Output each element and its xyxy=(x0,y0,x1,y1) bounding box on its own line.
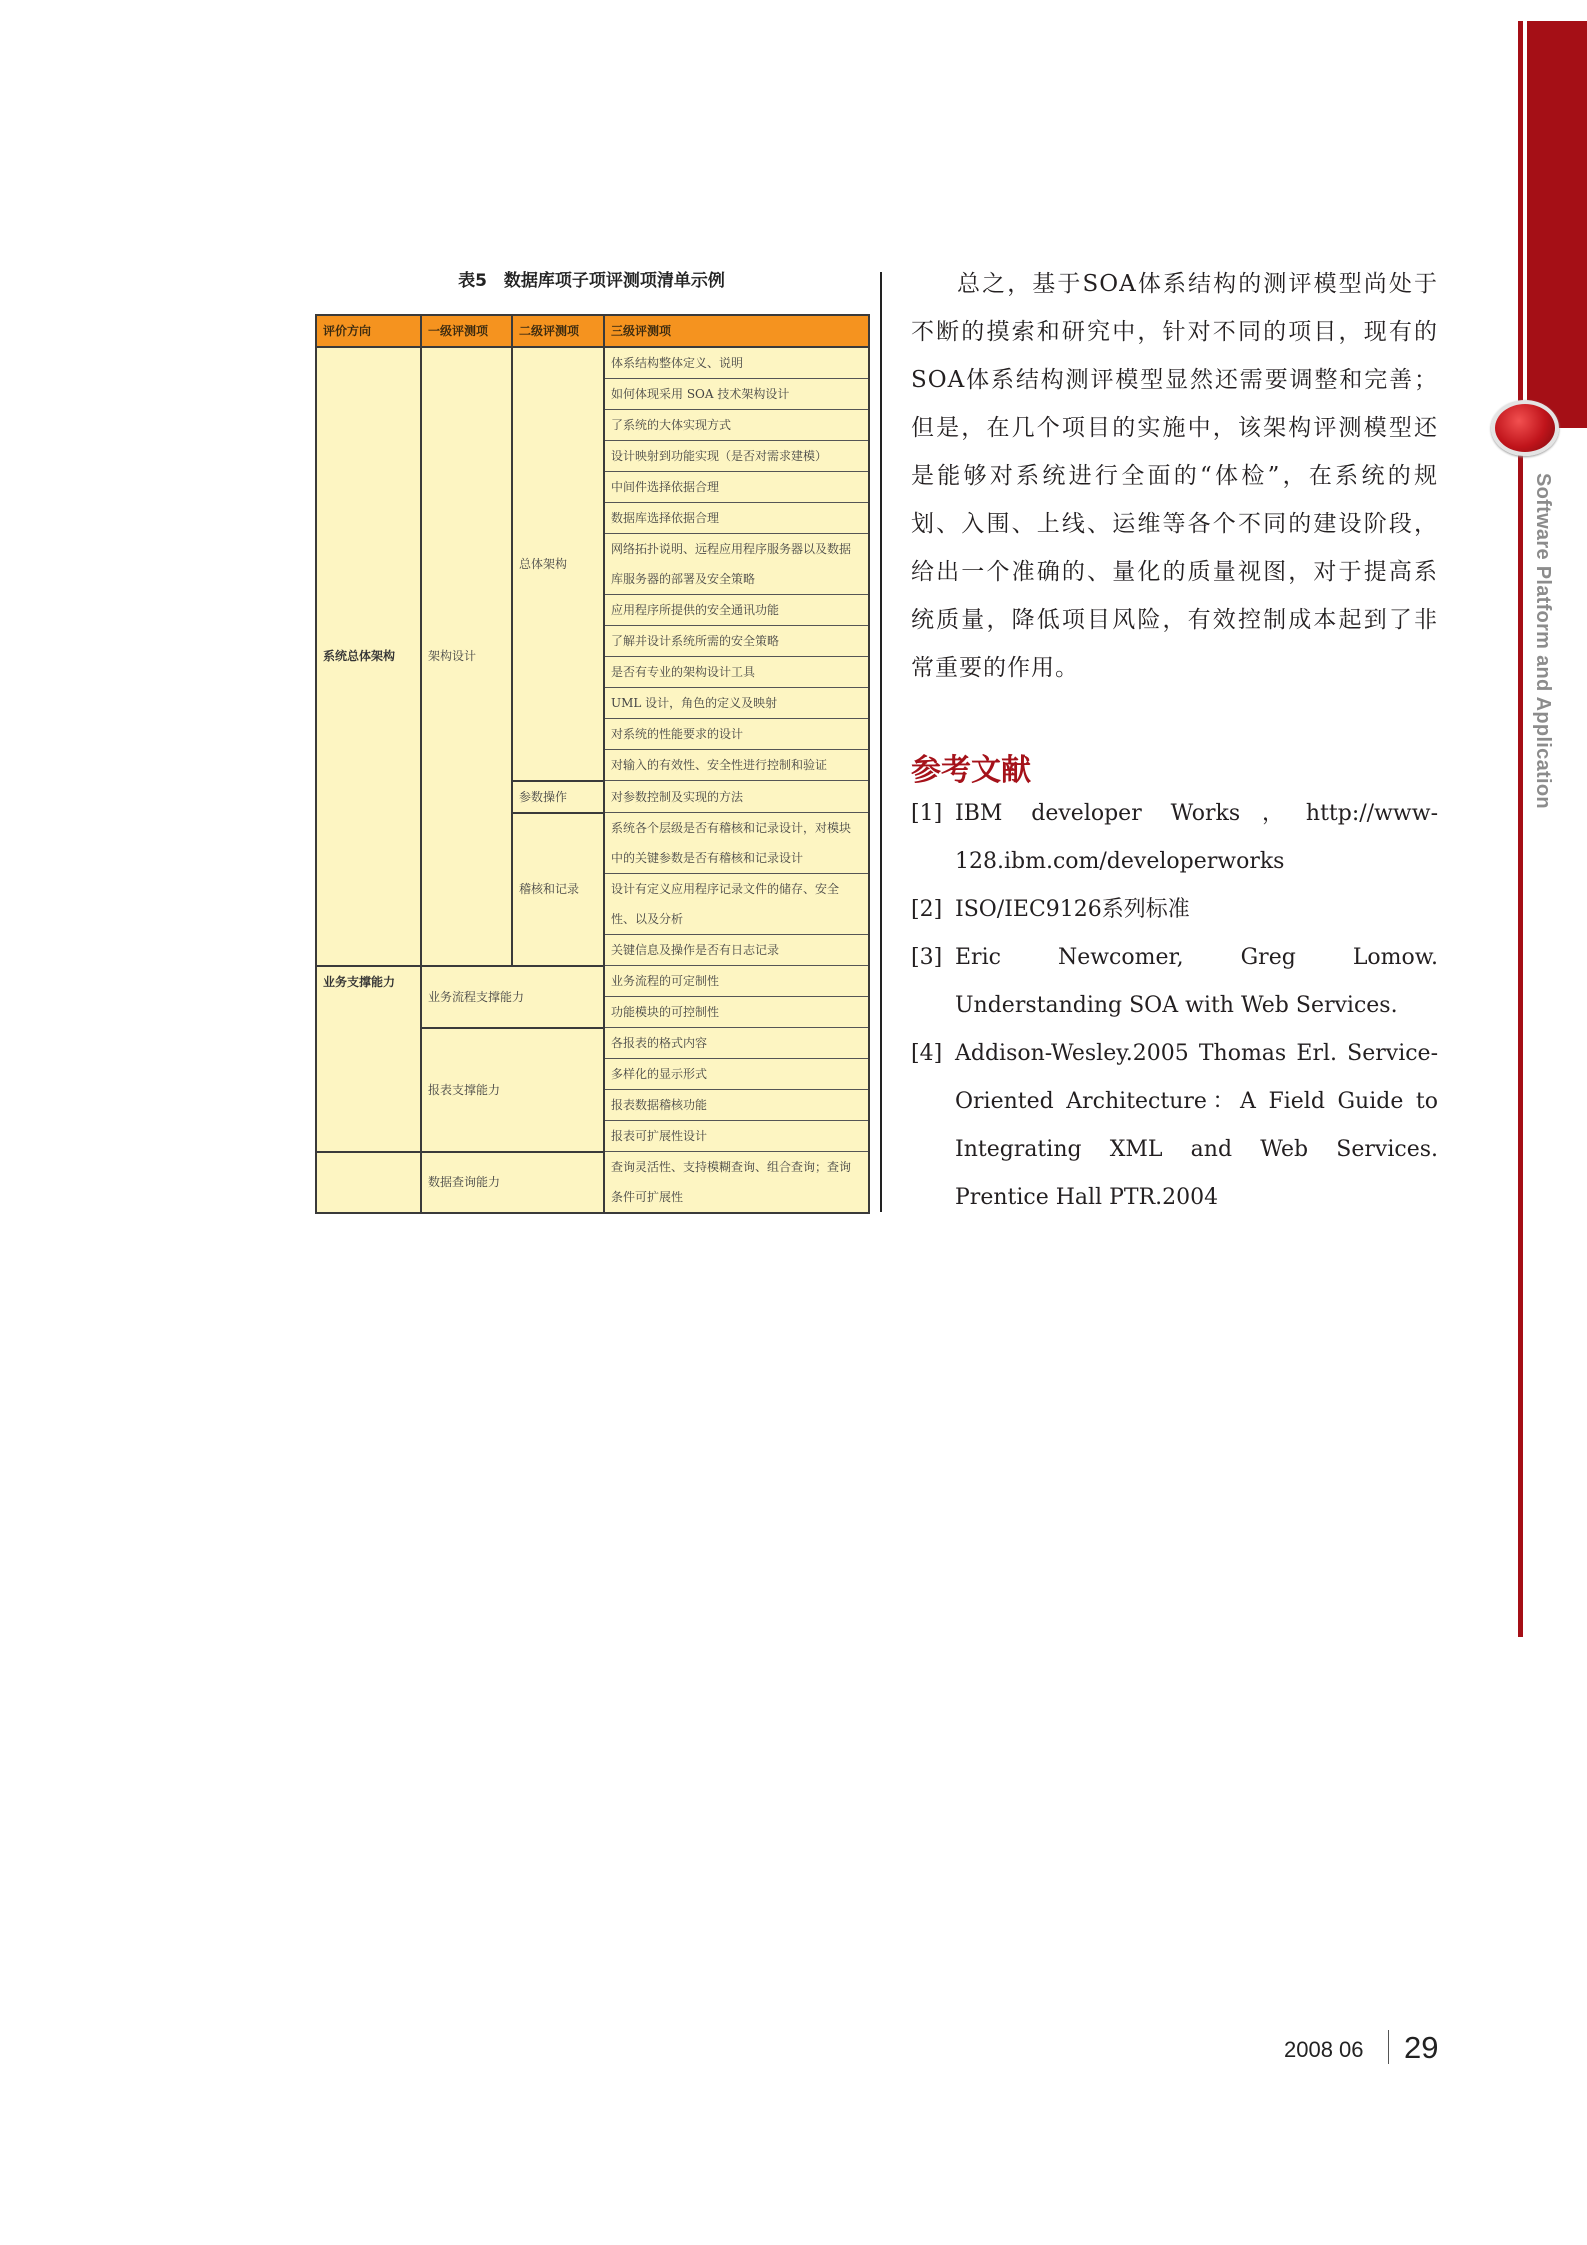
level3-item-cell: 关键信息及操作是否有日志记录 xyxy=(604,935,869,966)
group-cell: 系统总体架构 xyxy=(316,347,421,966)
header-level3: 三级评测项 xyxy=(604,315,869,347)
group-cell: 报表支撑能力 xyxy=(421,1028,604,1152)
group-cell: 业务支撑能力 xyxy=(316,966,421,1152)
reference-number: [3] xyxy=(911,945,943,970)
level3-item-cell: 是否有专业的架构设计工具 xyxy=(604,657,869,688)
reference-item xyxy=(911,1030,1438,1222)
level3-item-cell: 系统各个层级是否有稽核和记录设计，对模块中的关键参数是否有稽核和记录设计 xyxy=(604,813,869,874)
level3-item-cell: 各报表的格式内容 xyxy=(604,1028,869,1059)
conclusion-paragraph: 总之，基于SOA体系结构的测评模型尚处于不断的摸索和研究中，针对不同的项目，现有的SOA体系结构测评模型显然还需要调整和完善；但是，在几个项目的实施中，该架构评测模型还是能够对系统进行全面的“体检”，在系统的规划、入围、上线、运维等各个不同的建设阶段，给出一个准确的、量化的质量视图，对于提高系统质量，降低项目风险，有效控制成本起到了非常重要的作用。 xyxy=(911,271,1438,681)
table-row xyxy=(316,1152,869,1214)
group-cell: 数据查询能力 xyxy=(421,1152,604,1214)
header-level1: 一级评测项 xyxy=(421,315,512,347)
level3-item-cell: 查询灵活性、支持模糊查询、组合查询；查询条件可扩展性 xyxy=(604,1152,869,1214)
red-ball-icon xyxy=(1491,400,1559,456)
level3-item-cell: 对系统的性能要求的设计 xyxy=(604,719,869,750)
reference-item xyxy=(911,886,1438,934)
level3-item-cell: 了系统的大体实现方式 xyxy=(604,410,869,441)
reference-text: Addison-Wesley.2005 Thomas Erl. Service-Oriented Architecture：A Field Guide to Integrating XML and Web Services. Prentice Hall PTR.2004 xyxy=(955,1041,1438,1210)
table-row xyxy=(316,966,869,997)
level3-item-cell: 功能模块的可控制性 xyxy=(604,997,869,1028)
level3-item-cell: 业务流程的可定制性 xyxy=(604,966,869,997)
group-cell xyxy=(316,1152,421,1214)
references-list xyxy=(911,790,1438,1222)
level3-item-cell: 多样化的显示形式 xyxy=(604,1059,869,1090)
header-level2: 二级评测项 xyxy=(512,315,604,347)
sidebar-red-line xyxy=(1518,21,1523,1637)
reference-text: Eric Newcomer, Greg Lomow. Understanding SOA with Web Services. xyxy=(955,945,1438,1018)
reference-number: [2] xyxy=(911,897,943,922)
sidebar-section-title: Software Platform and Application xyxy=(1532,473,1554,809)
level3-item-cell: 对参数控制及实现的方法 xyxy=(604,781,869,813)
column-divider xyxy=(880,272,882,1212)
table-caption: 表5 数据库项子项评测项清单示例 xyxy=(458,271,725,291)
reference-number: [4] xyxy=(911,1041,943,1066)
evaluation-items-table xyxy=(315,314,870,1214)
reference-item xyxy=(911,934,1438,1030)
level3-item-cell: 中间件选择依据合理 xyxy=(604,472,869,503)
page-number: 29 xyxy=(1404,2030,1439,2065)
table-row xyxy=(316,347,869,379)
level3-item-cell: 报表数据稽核功能 xyxy=(604,1090,869,1121)
group-cell: 架构设计 xyxy=(421,347,512,966)
sidebar-red-block xyxy=(1527,21,1587,428)
reference-number: [1] xyxy=(911,801,943,826)
level3-item-cell: 体系结构整体定义、说明 xyxy=(604,347,869,379)
level3-item-cell: 了解并设计系统所需的安全策略 xyxy=(604,626,869,657)
level3-item-cell: 对输入的有效性、安全性进行控制和验证 xyxy=(604,750,869,781)
level3-item-cell: UML 设计，角色的定义及映射 xyxy=(604,688,869,719)
level3-item-cell: 应用程序所提供的安全通讯功能 xyxy=(604,595,869,626)
table-header-row xyxy=(316,315,869,347)
group-cell: 总体架构 xyxy=(512,347,604,781)
level3-item-cell: 报表可扩展性设计 xyxy=(604,1121,869,1152)
level3-item-cell: 如何体现采用 SOA 技术架构设计 xyxy=(604,379,869,410)
level3-item-cell: 网络拓扑说明、远程应用程序服务器以及数据库服务器的部署及安全策略 xyxy=(604,534,869,595)
reference-item xyxy=(911,790,1438,886)
group-cell: 业务流程支撑能力 xyxy=(421,966,604,1028)
issue-date: 2008 06 xyxy=(1284,2037,1364,2062)
level3-item-cell: 设计有定义应用程序记录文件的储存、安全性、以及分析 xyxy=(604,874,869,935)
reference-text: ISO/IEC9126系列标准 xyxy=(955,897,1190,922)
level3-item-cell: 数据库选择依据合理 xyxy=(604,503,869,534)
reference-text: IBM developer Works，http://www-128.ibm.com/developerworks xyxy=(955,801,1438,874)
group-cell: 参数操作 xyxy=(512,781,604,813)
header-direction: 评价方向 xyxy=(316,315,421,347)
group-cell: 稽核和记录 xyxy=(512,813,604,966)
references-heading: 参考文献 xyxy=(911,753,1031,788)
footer-divider xyxy=(1388,2030,1389,2064)
level3-item-cell: 设计映射到功能实现（是否对需求建模） xyxy=(604,441,869,472)
